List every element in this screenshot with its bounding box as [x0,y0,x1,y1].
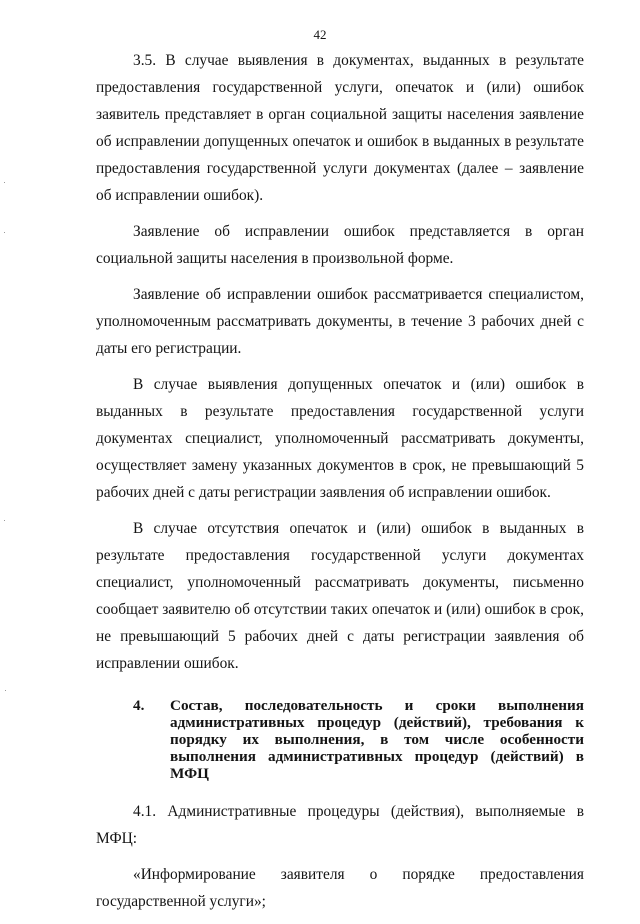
paragraph-informing: «Информирование заявителя о порядке предоставления государственной услуги»; [96,866,584,910]
paragraph-review-period: Заявление об исправлении ошибок рассматривается специалистом, уполномоченным рассматривать документы, в течение 3 рабочих дней с даты его регистрации. [96,286,584,357]
scan-dot [4,182,5,183]
scan-dot [4,520,5,521]
document-body [96,47,584,924]
scan-dot [5,690,6,691]
paragraph-no-errors: В случае отсутствия опечаток и (или) ошибок в выданных в результате предоставления государственной услуги документах специалист, уполномоченный рассматривать документы, письменно сообщает заявителю об отсутствии таких опечаток и (или) ошибок в срок, не превышающий 5 рабочих дней с даты регистрации заявления об исправлении ошибок. [96,520,584,672]
paragraph-errors-found: В случае выявления допущенных опечаток и (или) ошибок в выданных в результате предоставления государственной услуги документах специалист, уполномоченный рассматривать документы, осуществляет замену указанных документов в срок, не превышающий 5 рабочих дней с даты регистрации заявления об исправлении ошибок. [96,376,584,501]
paragraph-4-1: 4.1. Административные процедуры (действия), выполняемые в МФЦ: [96,803,584,847]
paragraph-3-5: 3.5. В случае выявления в документах, выданных в результате предоставления государственной услуги, опечаток и (или) ошибок заявитель представляет в орган социальной защиты населения заявление об исправлении допущенных опечаток и ошибок в выданных в результате предоставления государственной услуги документах (далее – заявление об исправлении ошибок). [96,52,584,204]
section-number: 4. [133,697,145,714]
scan-dot [4,232,5,233]
section-title: Состав, последовательность и сроки выполнения административных процедур (действий), требования к порядку их выполнения, в том числе особенности выполнения административных процедур (действий) в МФЦ [170,697,584,782]
page-number: 42 [313,27,327,42]
section-4-heading [96,697,584,782]
paragraph-application-form: Заявление об исправлении ошибок представляется в орган социальной защиты населения в произвольной форме. [96,223,584,267]
